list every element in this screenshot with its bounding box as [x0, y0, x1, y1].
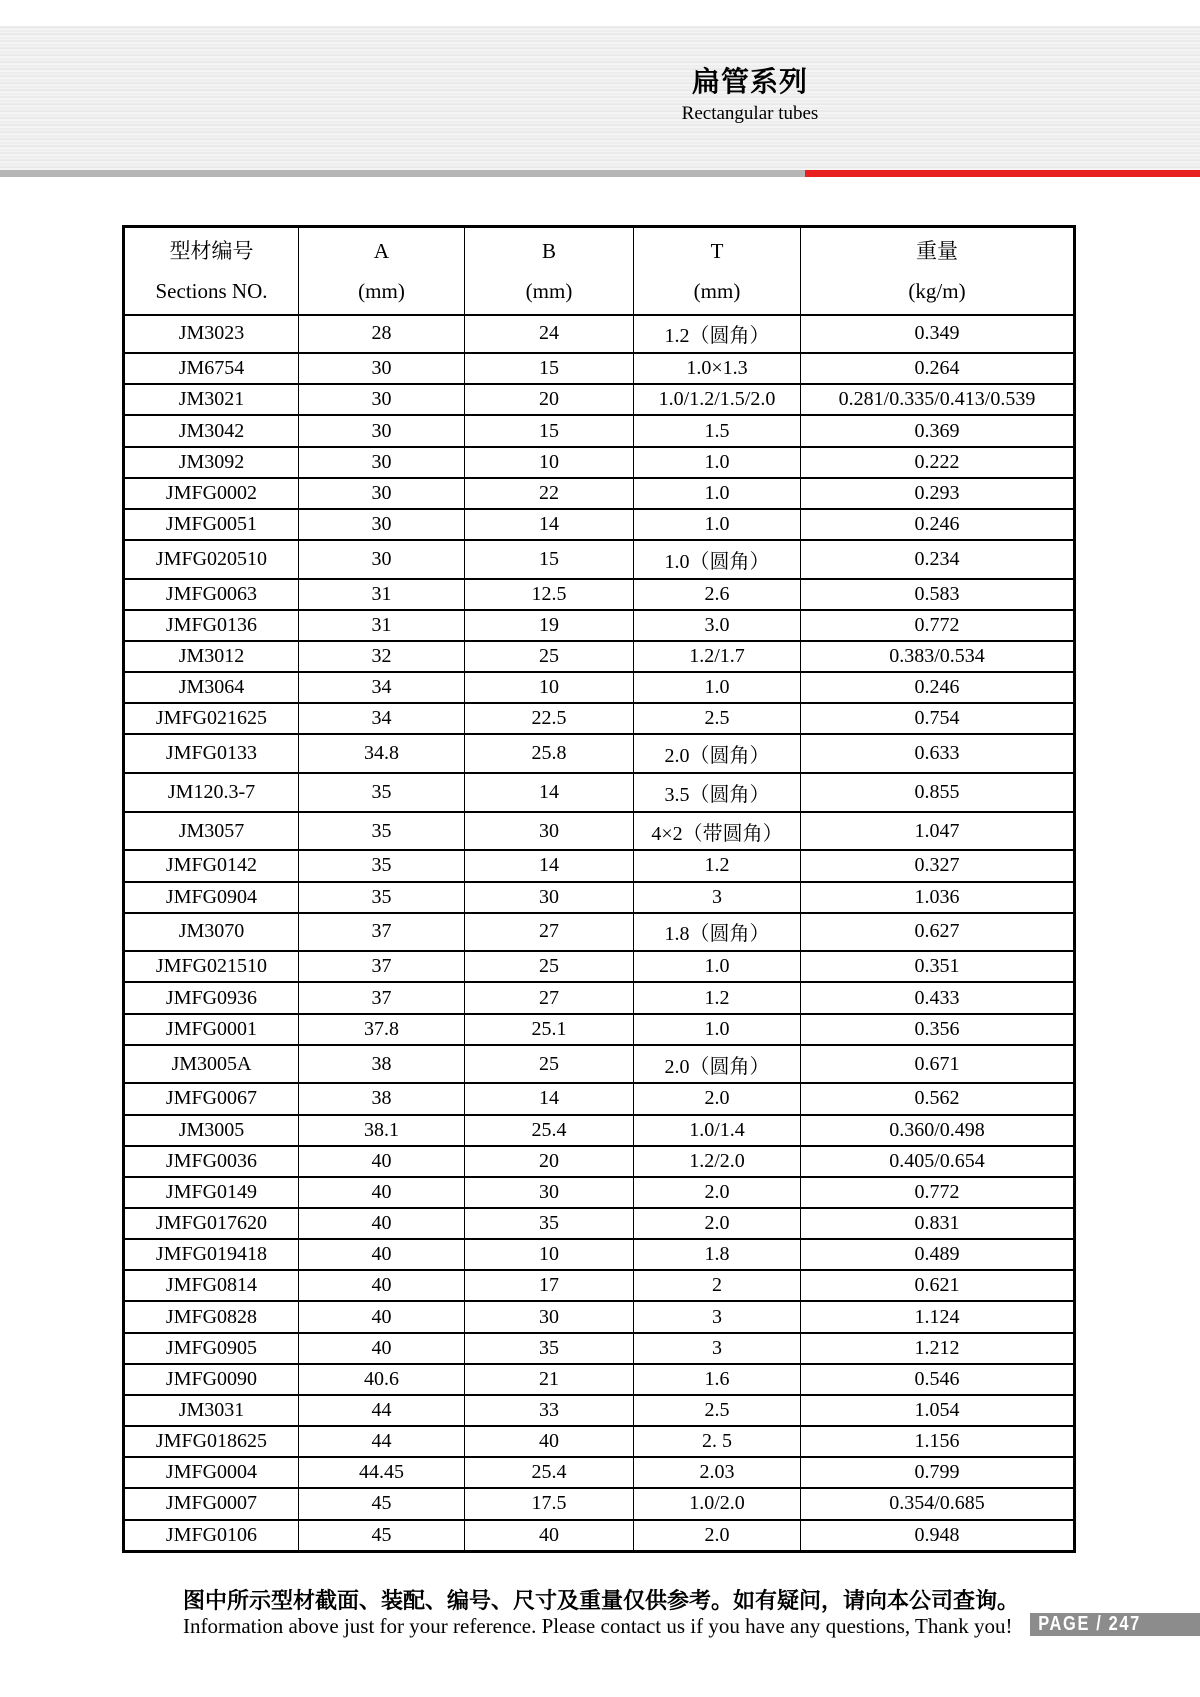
- table-cell: 1.054: [801, 1395, 1075, 1426]
- table-cell: JM3005: [124, 1115, 299, 1146]
- table-row: [124, 478, 1075, 509]
- table-cell: 0.754: [801, 703, 1075, 734]
- page-badge-separator: /: [1096, 1613, 1103, 1635]
- table-cell: 1.0: [634, 478, 801, 509]
- table-cell: 28: [299, 315, 465, 354]
- table-cell: JMFG0007: [124, 1488, 299, 1519]
- table-row: [124, 1083, 1075, 1114]
- table-cell: 0.772: [801, 1177, 1075, 1208]
- table-cell: JM3012: [124, 641, 299, 672]
- table-row: [124, 672, 1075, 703]
- table-cell: 3.0: [634, 610, 801, 641]
- table-cell: 0.562: [801, 1083, 1075, 1114]
- table-cell: 37.8: [299, 1014, 465, 1045]
- table-cell: JM3057: [124, 812, 299, 851]
- table-cell: 40: [299, 1239, 465, 1270]
- table-cell: 0.633: [801, 734, 1075, 773]
- table-cell: 15: [465, 415, 634, 446]
- table-row: [124, 415, 1075, 446]
- sections-table: [122, 225, 1076, 1553]
- table-cell: 0.433: [801, 982, 1075, 1013]
- table-cell: 30: [299, 447, 465, 478]
- table-row: [124, 734, 1075, 773]
- table-cell: 44: [299, 1395, 465, 1426]
- table-cell: 27: [465, 913, 634, 952]
- table-cell: JMFG0051: [124, 509, 299, 540]
- table-cell: 10: [465, 1239, 634, 1270]
- table-cell: 0.354/0.685: [801, 1488, 1075, 1519]
- table-cell: 35: [299, 812, 465, 851]
- table-cell: JM3023: [124, 315, 299, 354]
- table-cell: 15: [465, 353, 634, 384]
- table-cell: 1.8（圆角）: [634, 913, 801, 952]
- table-cell: 1.8: [634, 1239, 801, 1270]
- table-cell: 2.6: [634, 579, 801, 610]
- table-cell: 2.0: [634, 1208, 801, 1239]
- table-cell: 0.405/0.654: [801, 1146, 1075, 1177]
- table-cell: 20: [465, 384, 634, 415]
- table-cell: 40: [299, 1333, 465, 1364]
- table-row: [124, 1270, 1075, 1301]
- table-cell: JM6754: [124, 353, 299, 384]
- table-cell: 1.5: [634, 415, 801, 446]
- table-cell: 0.246: [801, 672, 1075, 703]
- page-badge-label: PAGE: [1038, 1613, 1091, 1635]
- table-cell: 3: [634, 1301, 801, 1332]
- table-cell: 35: [465, 1333, 634, 1364]
- table-cell: 37: [299, 913, 465, 952]
- table-cell: 0.222: [801, 447, 1075, 478]
- table-cell: JMFG0905: [124, 1333, 299, 1364]
- table-cell: 40: [299, 1301, 465, 1332]
- table-cell: 0.246: [801, 509, 1075, 540]
- table-row: [124, 850, 1075, 881]
- table-row: [124, 1395, 1075, 1426]
- table-cell: 31: [299, 610, 465, 641]
- table-row: [124, 1426, 1075, 1457]
- table-row: [124, 1045, 1075, 1084]
- table-cell: 14: [465, 509, 634, 540]
- table-row: [124, 447, 1075, 478]
- table-cell: JM3042: [124, 415, 299, 446]
- table-cell: 25.4: [465, 1457, 634, 1488]
- table-cell: 1.0/1.4: [634, 1115, 801, 1146]
- table-cell: JM3064: [124, 672, 299, 703]
- table-row: [124, 1115, 1075, 1146]
- table-cell: 22: [465, 478, 634, 509]
- table-cell: 0.621: [801, 1270, 1075, 1301]
- page-badge: [1030, 1613, 1200, 1636]
- table-cell: 0.327: [801, 850, 1075, 881]
- table-cell: JMFG0142: [124, 850, 299, 881]
- table-row: [124, 812, 1075, 851]
- table-row: [124, 1488, 1075, 1519]
- table-cell: 1.212: [801, 1333, 1075, 1364]
- table-cell: JMFG0002: [124, 478, 299, 509]
- table-cell: 30: [465, 882, 634, 913]
- table-cell: 1.0/2.0: [634, 1488, 801, 1519]
- table-cell: 38.1: [299, 1115, 465, 1146]
- table-cell: 27: [465, 982, 634, 1013]
- table-cell: 1.047: [801, 812, 1075, 851]
- table-cell: 3: [634, 882, 801, 913]
- table-row: [124, 951, 1075, 982]
- table-cell: 40: [299, 1146, 465, 1177]
- table-cell: 19: [465, 610, 634, 641]
- table-cell: 0.356: [801, 1014, 1075, 1045]
- footer-note-en: Information above just for your reference. Please contact us if you have any questions, Thank you!: [183, 1614, 1013, 1638]
- table-cell: 0.855: [801, 773, 1075, 812]
- table-cell: 44: [299, 1426, 465, 1457]
- table-cell: 25.4: [465, 1115, 634, 1146]
- table-cell: 1.156: [801, 1426, 1075, 1457]
- table-cell: 20: [465, 1146, 634, 1177]
- table-cell: 35: [465, 1208, 634, 1239]
- table-cell: 1.2: [634, 850, 801, 881]
- table-cell: 25: [465, 1045, 634, 1084]
- table-cell: JMFG0036: [124, 1146, 299, 1177]
- table-cell: 1.2/2.0: [634, 1146, 801, 1177]
- table-row: [124, 1457, 1075, 1488]
- table-cell: 0.351: [801, 951, 1075, 982]
- table-cell: JMFG0904: [124, 882, 299, 913]
- table-cell: 1.2（圆角）: [634, 315, 801, 354]
- table-cell: 2.0（圆角）: [634, 1045, 801, 1084]
- table-row: [124, 641, 1075, 672]
- column-header-t: T (mm): [634, 227, 801, 315]
- table-row: [124, 1520, 1075, 1552]
- table-cell: 2.0: [634, 1177, 801, 1208]
- table-cell: 37: [299, 982, 465, 1013]
- table-cell: 15: [465, 540, 634, 579]
- table-cell: 25.8: [465, 734, 634, 773]
- table-row: [124, 882, 1075, 913]
- footer-note-cn: 图中所示型材截面、装配、编号、尺寸及重量仅供参考。如有疑问，请向本公司查询。: [183, 1588, 1020, 1613]
- table-cell: 0.948: [801, 1520, 1075, 1552]
- table-cell: 30: [299, 415, 465, 446]
- table-cell: 0.369: [801, 415, 1075, 446]
- table-cell: 30: [299, 540, 465, 579]
- table-cell: 0.234: [801, 540, 1075, 579]
- table-cell: 40: [465, 1520, 634, 1552]
- table-cell: 0.772: [801, 610, 1075, 641]
- table-cell: 17: [465, 1270, 634, 1301]
- table-cell: 1.2/1.7: [634, 641, 801, 672]
- table-cell: 32: [299, 641, 465, 672]
- column-header-a: A (mm): [299, 227, 465, 315]
- table-row: [124, 1208, 1075, 1239]
- table-cell: 0.799: [801, 1457, 1075, 1488]
- table-cell: 22.5: [465, 703, 634, 734]
- table-cell: 14: [465, 1083, 634, 1114]
- table-cell: 40: [299, 1208, 465, 1239]
- table-cell: JMFG017620: [124, 1208, 299, 1239]
- table-cell: 1.0: [634, 447, 801, 478]
- table-cell: JMFG0063: [124, 579, 299, 610]
- table-cell: 30: [299, 353, 465, 384]
- table-row: [124, 1177, 1075, 1208]
- table-cell: 17.5: [465, 1488, 634, 1519]
- table-cell: 1.0: [634, 1014, 801, 1045]
- table-cell: JMFG0106: [124, 1520, 299, 1552]
- table-cell: JMFG0067: [124, 1083, 299, 1114]
- table-row: [124, 509, 1075, 540]
- table-cell: 0.627: [801, 913, 1075, 952]
- table-cell: 0.671: [801, 1045, 1075, 1084]
- table-cell: 30: [299, 478, 465, 509]
- table-cell: 45: [299, 1520, 465, 1552]
- table-cell: 4×2（带圆角）: [634, 812, 801, 851]
- page-title: 扁管系列: [691, 67, 808, 98]
- table-cell: JMFG0136: [124, 610, 299, 641]
- column-header-sections: 型材编号 Sections NO.: [124, 227, 299, 315]
- table-cell: 33: [465, 1395, 634, 1426]
- table-cell: JM3005A: [124, 1045, 299, 1084]
- table-cell: 2. 5: [634, 1426, 801, 1457]
- table-cell: JMFG0814: [124, 1270, 299, 1301]
- table-cell: 0.293: [801, 478, 1075, 509]
- table-row: [124, 1364, 1075, 1395]
- title-block: [590, 66, 910, 126]
- table-cell: 1.0×1.3: [634, 353, 801, 384]
- table-row: [124, 579, 1075, 610]
- table-row: [124, 384, 1075, 415]
- table-cell: 25: [465, 641, 634, 672]
- table-cell: 14: [465, 773, 634, 812]
- table-cell: 44.45: [299, 1457, 465, 1488]
- header-divider: [0, 170, 1200, 177]
- table-cell: 40.6: [299, 1364, 465, 1395]
- table-cell: 0.383/0.534: [801, 641, 1075, 672]
- table-cell: 40: [299, 1270, 465, 1301]
- table-cell: 34.8: [299, 734, 465, 773]
- table-row: [124, 610, 1075, 641]
- table-cell: 24: [465, 315, 634, 354]
- table-cell: 3: [634, 1333, 801, 1364]
- table-cell: 1.0: [634, 951, 801, 982]
- table-row: [124, 982, 1075, 1013]
- table-cell: 34: [299, 672, 465, 703]
- divider-red-segment: [805, 170, 1200, 177]
- table-cell: 2.0: [634, 1083, 801, 1114]
- table-cell: JM3070: [124, 913, 299, 952]
- page-subtitle: Rectangular tubes: [681, 103, 819, 124]
- table-cell: 30: [465, 1301, 634, 1332]
- table-row: [124, 773, 1075, 812]
- table-cell: 10: [465, 672, 634, 703]
- table-cell: JMFG0090: [124, 1364, 299, 1395]
- table-cell: JMFG0828: [124, 1301, 299, 1332]
- table-cell: 35: [299, 773, 465, 812]
- table-cell: 1.0: [634, 509, 801, 540]
- table-row: [124, 353, 1075, 384]
- page-badge-text: [1030, 1613, 1141, 1636]
- table-cell: 3.5（圆角）: [634, 773, 801, 812]
- table-row: [124, 1333, 1075, 1364]
- table-cell: JMFG019418: [124, 1239, 299, 1270]
- table-cell: 1.0/1.2/1.5/2.0: [634, 384, 801, 415]
- table-cell: JMFG0936: [124, 982, 299, 1013]
- table-cell: 0.583: [801, 579, 1075, 610]
- table-cell: JMFG021510: [124, 951, 299, 982]
- table-cell: 1.124: [801, 1301, 1075, 1332]
- table-row: [124, 1239, 1075, 1270]
- table-cell: JMFG021625: [124, 703, 299, 734]
- table-cell: 25: [465, 951, 634, 982]
- table-cell: 31: [299, 579, 465, 610]
- table-cell: JM120.3-7: [124, 773, 299, 812]
- table-cell: 45: [299, 1488, 465, 1519]
- table-header-row: [124, 227, 1075, 315]
- table-cell: 2.5: [634, 1395, 801, 1426]
- table-cell: 0.360/0.498: [801, 1115, 1075, 1146]
- table-row: [124, 1146, 1075, 1177]
- column-header-weight: 重量 (kg/m): [801, 227, 1075, 315]
- divider-gray-segment: [0, 170, 805, 177]
- table-cell: JMFG0001: [124, 1014, 299, 1045]
- page-badge-number: 247: [1108, 1613, 1141, 1635]
- table-cell: 0.349: [801, 315, 1075, 354]
- table-cell: 38: [299, 1045, 465, 1084]
- table-cell: 21: [465, 1364, 634, 1395]
- table-cell: JM3021: [124, 384, 299, 415]
- table-cell: 2.03: [634, 1457, 801, 1488]
- table-row: [124, 913, 1075, 952]
- table-cell: 37: [299, 951, 465, 982]
- table-cell: 2.0: [634, 1520, 801, 1552]
- table-cell: 34: [299, 703, 465, 734]
- column-header-b: B (mm): [465, 227, 634, 315]
- table-cell: 10: [465, 447, 634, 478]
- table-cell: 2: [634, 1270, 801, 1301]
- table-cell: 30: [299, 384, 465, 415]
- table-cell: 30: [299, 509, 465, 540]
- table-cell: 0.489: [801, 1239, 1075, 1270]
- table-cell: 40: [465, 1426, 634, 1457]
- table-cell: 2.0（圆角）: [634, 734, 801, 773]
- table-cell: 1.6: [634, 1364, 801, 1395]
- table-cell: 35: [299, 882, 465, 913]
- table-cell: 0.831: [801, 1208, 1075, 1239]
- table-cell: JMFG018625: [124, 1426, 299, 1457]
- table-cell: JMFG0149: [124, 1177, 299, 1208]
- table-cell: 2.5: [634, 703, 801, 734]
- table-cell: 1.036: [801, 882, 1075, 913]
- table-cell: 30: [465, 1177, 634, 1208]
- table-row: [124, 315, 1075, 354]
- table-cell: JMFG0133: [124, 734, 299, 773]
- table-cell: 0.546: [801, 1364, 1075, 1395]
- table-cell: JMFG020510: [124, 540, 299, 579]
- table-row: [124, 1014, 1075, 1045]
- table-cell: 14: [465, 850, 634, 881]
- table-cell: 0.281/0.335/0.413/0.539: [801, 384, 1075, 415]
- table-cell: JM3031: [124, 1395, 299, 1426]
- table-cell: JMFG0004: [124, 1457, 299, 1488]
- table-cell: 12.5: [465, 579, 634, 610]
- table-cell: JM3092: [124, 447, 299, 478]
- table-cell: 38: [299, 1083, 465, 1114]
- table-cell: 1.2: [634, 982, 801, 1013]
- table-row: [124, 540, 1075, 579]
- table-row: [124, 703, 1075, 734]
- table-cell: 1.0（圆角）: [634, 540, 801, 579]
- table-cell: 40: [299, 1177, 465, 1208]
- table-cell: 25.1: [465, 1014, 634, 1045]
- table-cell: 35: [299, 850, 465, 881]
- table-cell: 1.0: [634, 672, 801, 703]
- table-cell: 30: [465, 812, 634, 851]
- table-row: [124, 1301, 1075, 1332]
- table-cell: 0.264: [801, 353, 1075, 384]
